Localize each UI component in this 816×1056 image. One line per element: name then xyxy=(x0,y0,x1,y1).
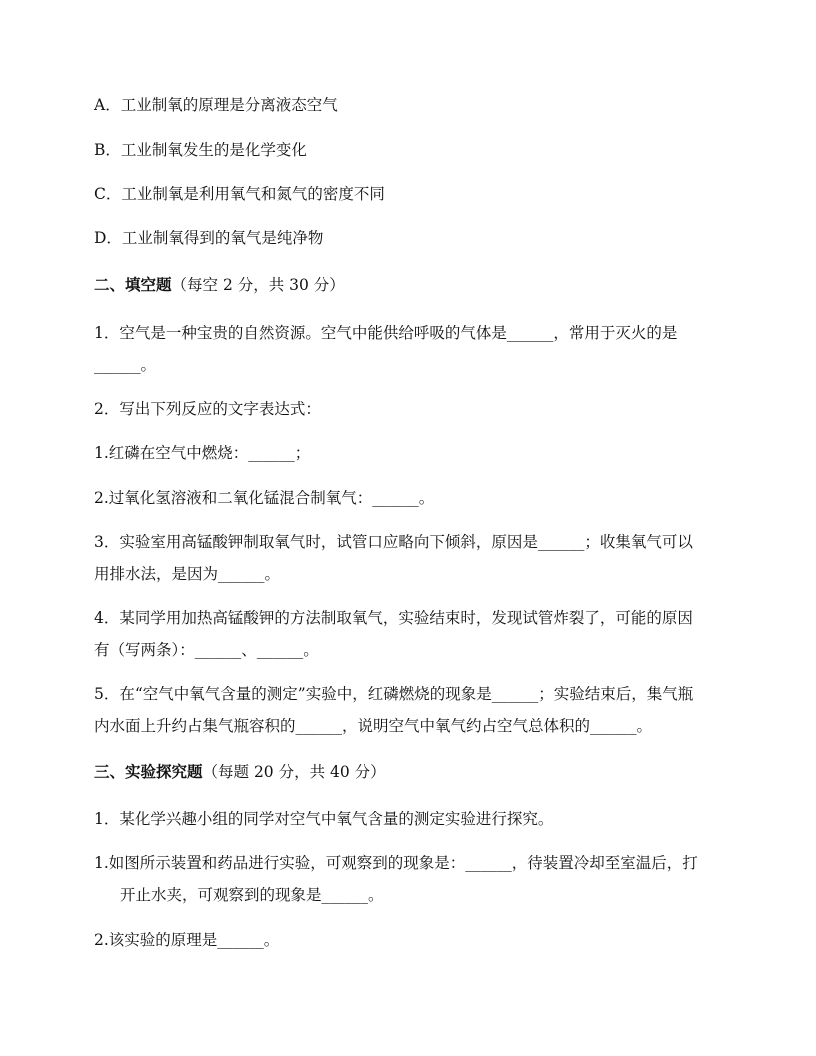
option-b: B．工业制氧发生的是化学变化 xyxy=(94,141,307,159)
s2-q2: 2．写出下列反应的文字表达式： xyxy=(94,400,321,418)
s3-q1: 1．某化学兴趣小组的同学对空气中氧气含量的测定实验进行探究。 xyxy=(94,810,554,828)
section-2-title: 二、填空题 xyxy=(94,275,172,294)
s3-q1-sub2: 2.该实验的原理是______。 xyxy=(94,931,280,949)
s2-q3-line1: 3．实验室用高锰酸钾制取氧气时，试管口应略向下倾斜，原因是______；收集氧气可以 xyxy=(94,533,693,551)
section-3-note: （每题 20 分，共 40 分） xyxy=(202,763,386,781)
option-a: A．工业制氧的原理是分离液态空气 xyxy=(94,96,338,114)
s2-q1-line1: 1．空气是一种宝贵的自然资源。空气中能供给呼吸的气体是______，常用于灭火的是 xyxy=(94,324,678,342)
s2-q5-line2: 内水面上升约占集气瓶容积的______，说明空气中氧气约占空气总体积的______。 xyxy=(94,717,653,735)
s3-q1-sub1-line2: 开止水夹，可观察到的现象是______。 xyxy=(120,886,384,904)
s2-q1-line2: ______。 xyxy=(94,356,157,374)
s3-q1-sub1-line1: 1.如图所示装置和药品进行实验，可观察到的现象是：______，待装置冷却至室温后，打 xyxy=(94,854,698,872)
option-c: C．工业制氧是利用氧气和氮气的密度不同 xyxy=(94,185,385,203)
s2-q2-sub1: 1.红磷在空气中燃烧：______； xyxy=(94,444,311,462)
section-3-title: 三、实验探究题 xyxy=(94,762,203,781)
s2-q4-line1: 4．某同学用加热高锰酸钾的方法制取氧气，实验结束时，发现试管炸裂了，可能的原因 xyxy=(94,609,693,627)
s2-q4-line2: 有（写两条）：______、______。 xyxy=(94,641,319,659)
s2-q5-line1: 5．在“空气中氧气含量的测定”实验中，红磷燃烧的现象是______；实验结束后，集气瓶 xyxy=(94,685,694,703)
section-2-note: （每空 2 分，共 30 分） xyxy=(171,276,345,294)
section-2-heading xyxy=(94,275,345,295)
option-d: D．工业制氧得到的氧气是纯净物 xyxy=(94,229,324,247)
s2-q2-sub2: 2.过氧化氢溶液和二氧化锰混合制氧气：______。 xyxy=(94,489,435,507)
s2-q3-line2: 用排水法，是因为______。 xyxy=(94,565,281,583)
section-3-heading xyxy=(94,762,386,782)
